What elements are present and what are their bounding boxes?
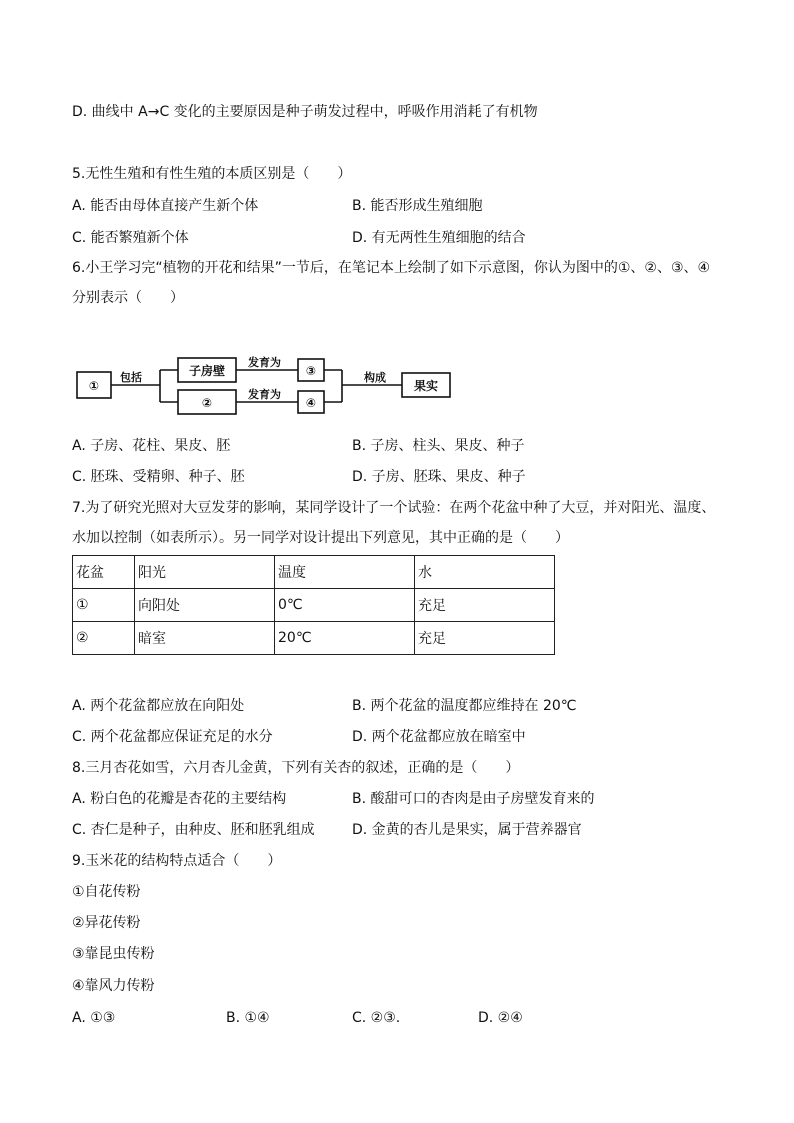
q6-option-a: A. 子房、花柱、果皮、胚: [72, 438, 231, 454]
diagram-label-include: 包括: [120, 371, 142, 384]
q6-option-d: D. 子房、胚珠、果皮、种子: [352, 469, 526, 485]
flower-fruit-diagram: [72, 350, 462, 420]
table-header-cell: 温度: [275, 556, 415, 589]
q6-stem-line2: 分别表示（ ）: [72, 290, 184, 306]
q9-option-c: C. ②③.: [352, 1010, 401, 1026]
q6-stem-line1: 6.小王学习完“植物的开花和结果”一节后，在笔记本上绘制了如下示意图，你认为图中的①、②、③、④: [72, 260, 711, 276]
q4-option-d: D. 曲线中 A→C 变化的主要原因是种子萌发过程中，呼吸作用消耗了有机物: [72, 104, 538, 120]
diagram-text-2: ②: [201, 396, 213, 410]
q9-stem: 9.玉米花的结构特点适合（ ）: [72, 853, 282, 869]
q5-option-c: C. 能否繁殖新个体: [72, 230, 189, 246]
table-cell: 0℃: [275, 589, 415, 622]
q8-option-d: D. 金黄的杏儿是果实，属于营养器官: [352, 822, 582, 838]
diagram-label-develop-bottom: 发育为: [248, 388, 281, 401]
q9-option-a: A. ①③: [72, 1010, 116, 1026]
table-cell: 暗室: [135, 622, 275, 655]
q9-item-4: ④靠风力传粉: [72, 978, 155, 994]
q7-stem-line2: 水加以控制（如表所示）。另一同学对设计提出下列意见，其中正确的是（ ）: [72, 530, 569, 546]
q8-option-b: B. 酸甜可口的杏肉是由子房壁发育来的: [352, 791, 595, 807]
table-cell: ①: [73, 589, 135, 622]
table-header-row: [73, 556, 555, 589]
diagram-text-3: ③: [305, 364, 317, 378]
table-cell: 20℃: [275, 622, 415, 655]
q5-option-a: A. 能否由母体直接产生新个体: [72, 198, 259, 214]
table-cell: 充足: [415, 589, 555, 622]
diagram-text-4: ④: [305, 396, 317, 410]
q9-item-3: ③靠昆虫传粉: [72, 946, 155, 962]
q7-option-d: D. 两个花盆都应放在暗室中: [352, 729, 526, 745]
q7-stem-line1: 7.为了研究光照对大豆发芽的影响，某同学设计了一个试验：在两个花盆中种了大豆，并对阳光、温度、: [72, 500, 716, 516]
table-cell: 充足: [415, 622, 555, 655]
q8-option-c: C. 杏仁是种子，由种皮、胚和胚乳组成: [72, 822, 315, 838]
table-row: [73, 589, 555, 622]
experiment-table: [72, 555, 555, 655]
table-header-cell: 花盆: [73, 556, 135, 589]
q9-option-d: D. ②④: [478, 1010, 523, 1026]
q7-option-a: A. 两个花盆都应放在向阳处: [72, 698, 245, 714]
diagram-text-ovary-wall: 子房壁: [188, 364, 226, 378]
q6-option-c: C. 胚珠、受精卵、种子、胚: [72, 469, 245, 485]
table-row: [73, 622, 555, 655]
q5-option-d: D. 有无两性生殖细胞的结合: [352, 230, 526, 246]
q9-item-2: ②异花传粉: [72, 915, 141, 931]
table-cell: ②: [73, 622, 135, 655]
q9-item-1: ①自花传粉: [72, 884, 141, 900]
q8-option-a: A. 粉白色的花瓣是杏花的主要结构: [72, 791, 287, 807]
diagram-label-form: 构成: [364, 371, 386, 384]
diagram-text-fruit: 果实: [413, 379, 439, 393]
diagram-label-develop-top: 发育为: [248, 356, 281, 369]
table-header-cell: 阳光: [135, 556, 275, 589]
table-cell: 向阳处: [135, 589, 275, 622]
q9-option-b: B. ①④: [226, 1010, 270, 1026]
table-header-cell: 水: [415, 556, 555, 589]
q7-option-c: C. 两个花盆都应保证充足的水分: [72, 729, 273, 745]
q8-stem: 8.三月杏花如雪，六月杏儿金黄，下列有关杏的叙述，正确的是（ ）: [72, 760, 520, 776]
diagram-text-1: ①: [88, 379, 100, 393]
q5-stem: 5.无性生殖和有性生殖的本质区别是（ ）: [72, 166, 352, 182]
q5-option-b: B. 能否形成生殖细胞: [352, 198, 483, 214]
q6-option-b: B. 子房、柱头、果皮、种子: [352, 438, 525, 454]
q7-option-b: B. 两个花盆的温度都应维持在 20℃: [352, 698, 577, 714]
